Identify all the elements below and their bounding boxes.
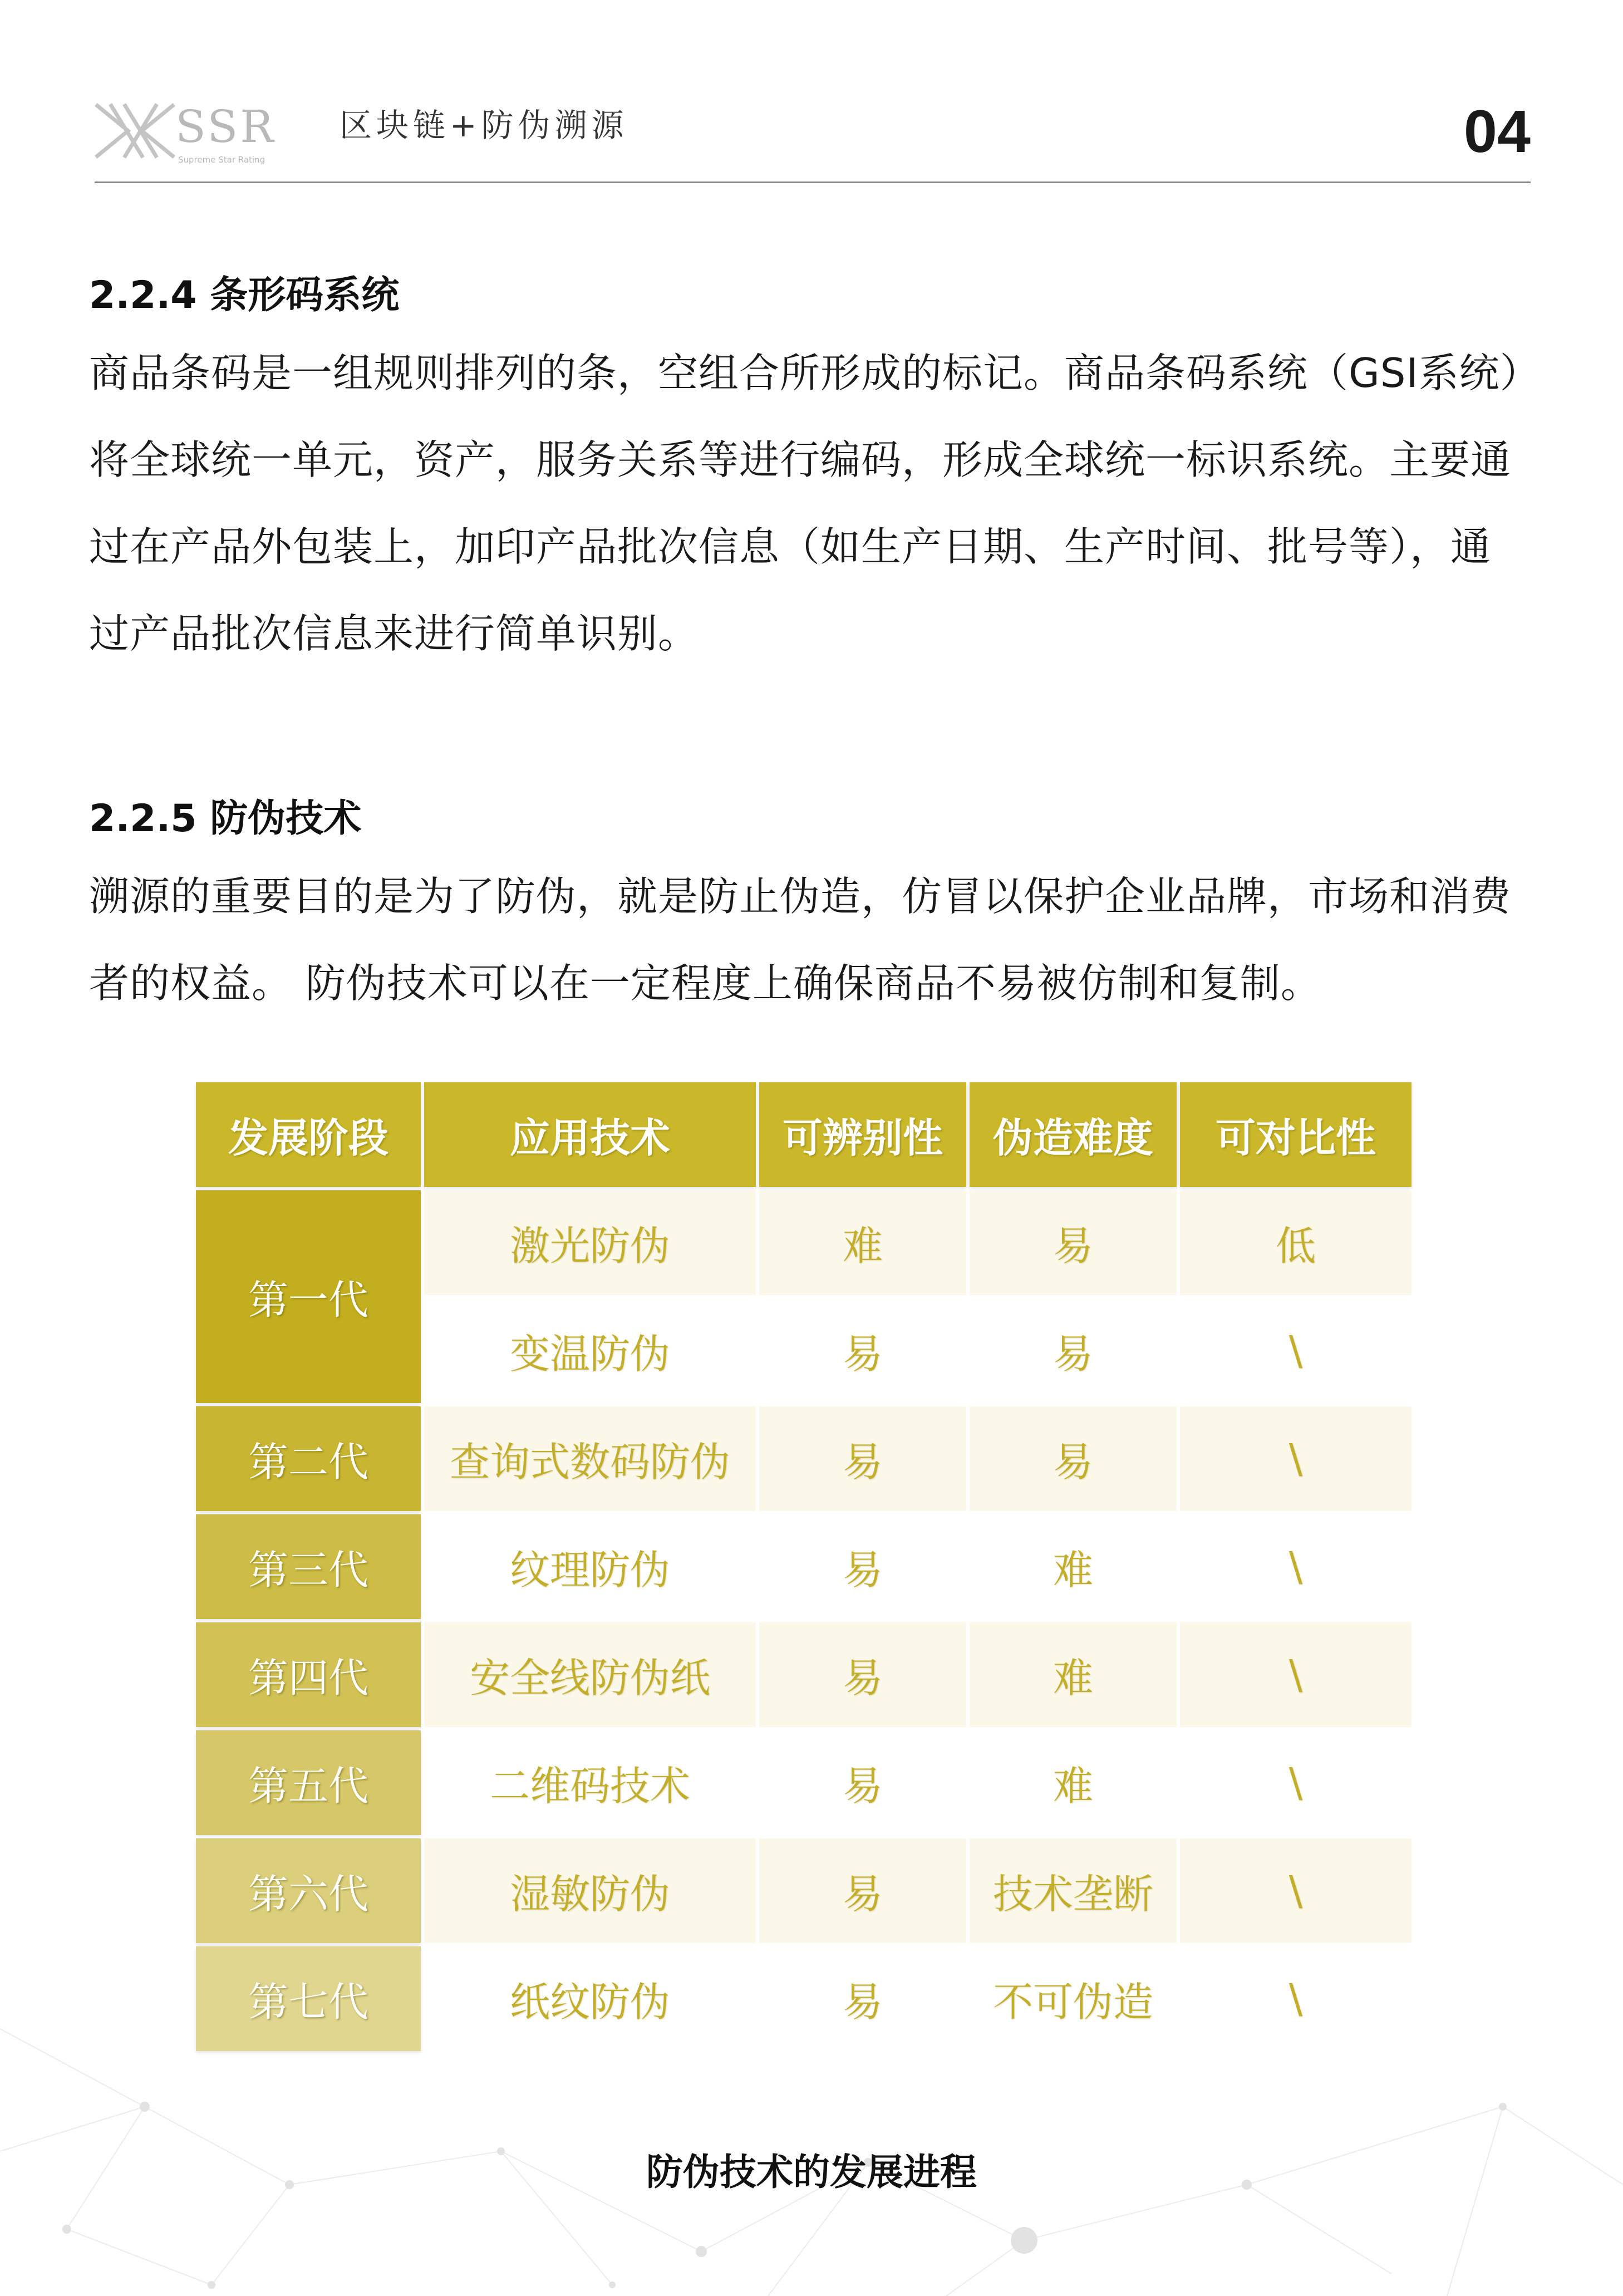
forgery-difficulty-cell: 不可伪造 bbox=[970, 1946, 1177, 2051]
anti-counterfeit-evolution-table bbox=[193, 1079, 1411, 2054]
logo-text: SSR bbox=[175, 101, 276, 153]
identifiability-cell: 易 bbox=[759, 1298, 966, 1403]
forgery-difficulty-cell: 技术垄断 bbox=[970, 1838, 1177, 1943]
technology-cell: 纸纹防伪 bbox=[424, 1946, 756, 2051]
comparability-cell: \ bbox=[1180, 1622, 1411, 1727]
table-row bbox=[196, 1514, 1411, 1619]
ssr-logo bbox=[95, 100, 295, 167]
identifiability-cell: 易 bbox=[759, 1946, 966, 2051]
generation-cell: 第七代 bbox=[196, 1946, 421, 2051]
comparability-cell: \ bbox=[1180, 1406, 1411, 1511]
header-comparability: 可对比性 bbox=[1180, 1082, 1411, 1187]
generation-cell: 第一代 bbox=[196, 1190, 421, 1403]
logo-tagline: Supreme Star Rating bbox=[178, 155, 265, 165]
ssr-logo-mark-icon bbox=[95, 100, 178, 161]
generation-cell: 第三代 bbox=[196, 1514, 421, 1619]
identifiability-cell: 难 bbox=[759, 1190, 966, 1295]
page-header bbox=[95, 89, 1531, 184]
table-row bbox=[196, 1190, 1411, 1295]
header-forgery-difficulty: 伪造难度 bbox=[970, 1082, 1177, 1187]
identifiability-cell: 易 bbox=[759, 1514, 966, 1619]
technology-cell: 二维码技术 bbox=[424, 1730, 756, 1835]
section-barcode bbox=[89, 273, 1531, 677]
identifiability-cell: 易 bbox=[759, 1838, 966, 1943]
table-row bbox=[196, 1838, 1411, 1943]
comparability-cell: \ bbox=[1180, 1730, 1411, 1835]
technology-cell: 激光防伪 bbox=[424, 1190, 756, 1295]
header-technology: 应用技术 bbox=[424, 1082, 756, 1187]
table-row bbox=[196, 1406, 1411, 1511]
header-generation: 发展阶段 bbox=[196, 1082, 421, 1187]
header-divider bbox=[95, 181, 1531, 183]
table-header-row bbox=[196, 1082, 1411, 1187]
generation-cell: 第五代 bbox=[196, 1730, 421, 1835]
identifiability-cell: 易 bbox=[759, 1730, 966, 1835]
comparability-cell: 低 bbox=[1180, 1190, 1411, 1295]
forgery-difficulty-cell: 易 bbox=[970, 1406, 1177, 1511]
forgery-difficulty-cell: 易 bbox=[970, 1298, 1177, 1403]
header-title: 区块链+防伪溯源 bbox=[340, 106, 628, 144]
page-number: 04 bbox=[1463, 97, 1531, 165]
section-paragraph: 溯源的重要目的是为了防伪，就是防止伪造，仿冒以保护企业品牌，市场和消费者的权益。 防伪技术可以在一定程度上确保商品不易被仿制和复制。 bbox=[89, 872, 1512, 1007]
comparability-cell: \ bbox=[1180, 1838, 1411, 1943]
generation-cell: 第二代 bbox=[196, 1406, 421, 1511]
table-row bbox=[196, 1730, 1411, 1835]
section-heading: 2.2.5 防伪技术 bbox=[89, 797, 362, 841]
forgery-difficulty-cell: 易 bbox=[970, 1190, 1177, 1295]
section-anti-counterfeit bbox=[89, 796, 1531, 1027]
table-row bbox=[196, 1946, 1411, 2051]
section-heading: 2.2.4 条形码系统 bbox=[89, 273, 400, 317]
table-caption: 防伪技术的发展进程 bbox=[646, 2151, 977, 2194]
technology-cell: 变温防伪 bbox=[424, 1298, 756, 1403]
forgery-difficulty-cell: 难 bbox=[970, 1514, 1177, 1619]
generation-cell: 第四代 bbox=[196, 1622, 421, 1727]
identifiability-cell: 易 bbox=[759, 1406, 966, 1511]
technology-cell: 纹理防伪 bbox=[424, 1514, 756, 1619]
identifiability-cell: 易 bbox=[759, 1622, 966, 1727]
section-paragraph: 商品条码是一组规则排列的条，空组合所形成的标记。商品条码系统（GSI系统）将全球统一单元，资产，服务关系等进行编码，形成全球统一标识系统。主要通过在产品外包装上，加印产品批次信息（如生产日期、生产时间、批号等），通过产品批次信息来进行简单识别。 bbox=[89, 349, 1521, 657]
table-row bbox=[196, 1622, 1411, 1727]
technology-cell: 安全线防伪纸 bbox=[424, 1622, 756, 1727]
technology-cell: 查询式数码防伪 bbox=[424, 1406, 756, 1511]
forgery-difficulty-cell: 难 bbox=[970, 1622, 1177, 1727]
comparability-cell: \ bbox=[1180, 1514, 1411, 1619]
technology-cell: 湿敏防伪 bbox=[424, 1838, 756, 1943]
comparability-cell: \ bbox=[1180, 1946, 1411, 2051]
header-identifiability: 可辨别性 bbox=[759, 1082, 966, 1187]
forgery-difficulty-cell: 难 bbox=[970, 1730, 1177, 1835]
comparability-cell: \ bbox=[1180, 1298, 1411, 1403]
generation-cell: 第六代 bbox=[196, 1838, 421, 1943]
